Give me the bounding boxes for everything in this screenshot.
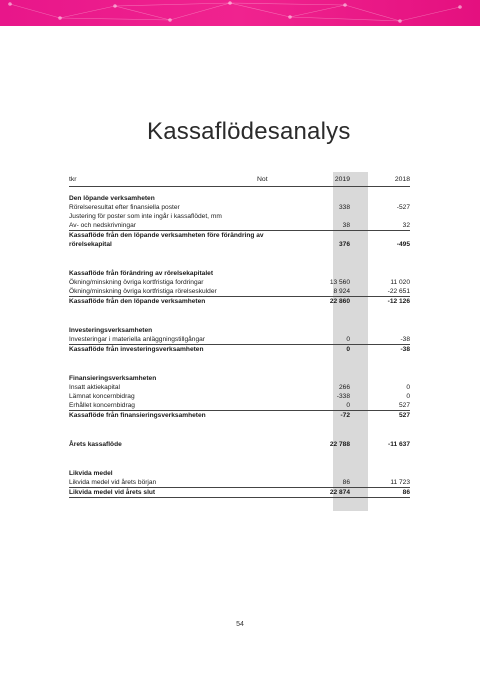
table-row: Investeringar i materiella anläggningstillgångar 0 -38 <box>69 336 410 343</box>
section-heading: Finansieringsverksamheten <box>69 375 157 382</box>
total-row: Likvida medel vid årets slut 22 874 86 <box>69 489 410 496</box>
cash-flow-table <box>69 172 410 498</box>
subtotal-row: Kassaflöde från den löpande verksamheten före förändring av rörelsekapital 376 -495 <box>69 232 410 248</box>
header-2019: 2019 <box>334 176 350 183</box>
section-heading: Investeringsverksamheten <box>69 327 153 334</box>
subtotal-row: Kassaflöde från finansieringsverksamheten -72 527 <box>69 412 410 419</box>
table-row: Justering för poster som inte ingår i kassaflödet, mm <box>69 213 222 220</box>
network-pattern-decoration <box>0 0 480 26</box>
page-number: 54 <box>236 621 244 628</box>
header-unit: tkr <box>69 176 77 183</box>
header-banner <box>0 0 480 26</box>
table-row: Ökning/minskning övriga kortfristiga fordringar 13 560 11 020 <box>69 279 410 286</box>
table-header-row <box>69 172 410 187</box>
total-row: Årets kassaflöde 22 788 -11 637 <box>69 441 410 448</box>
subtotal-row: Kassaflöde från investeringsverksamheten 0 -38 <box>69 346 410 353</box>
section-heading: Den löpande verksamheten <box>69 195 155 202</box>
header-2018: 2018 <box>394 176 410 183</box>
table-row: Likvida medel vid årets början 86 11 723 <box>69 479 410 486</box>
header-note: Not <box>257 176 268 183</box>
section-heading: Likvida medel <box>69 470 113 477</box>
subtotal-row: Kassaflöde från den löpande verksamheten 22 860 -12 126 <box>69 298 410 305</box>
table-row: Erhållet koncernbidrag 0 527 <box>69 402 410 409</box>
table-row: Av- och nedskrivningar 38 32 <box>69 222 410 229</box>
section-heading: Kassaflöde från förändring av rörelsekapitalet <box>69 270 214 277</box>
page-title: Kassaflödesanalys <box>147 118 351 145</box>
table-row: Lämnat koncernbidrag -338 0 <box>69 393 410 400</box>
table-row: Rörelseresultat efter finansiella poster 338 -527 <box>69 204 410 211</box>
table-row: Ökning/minskning övriga kortfristiga rörelseskulder 8 924 -22 651 <box>69 288 410 295</box>
table-row: Insatt aktiekapital 266 0 <box>69 384 410 391</box>
